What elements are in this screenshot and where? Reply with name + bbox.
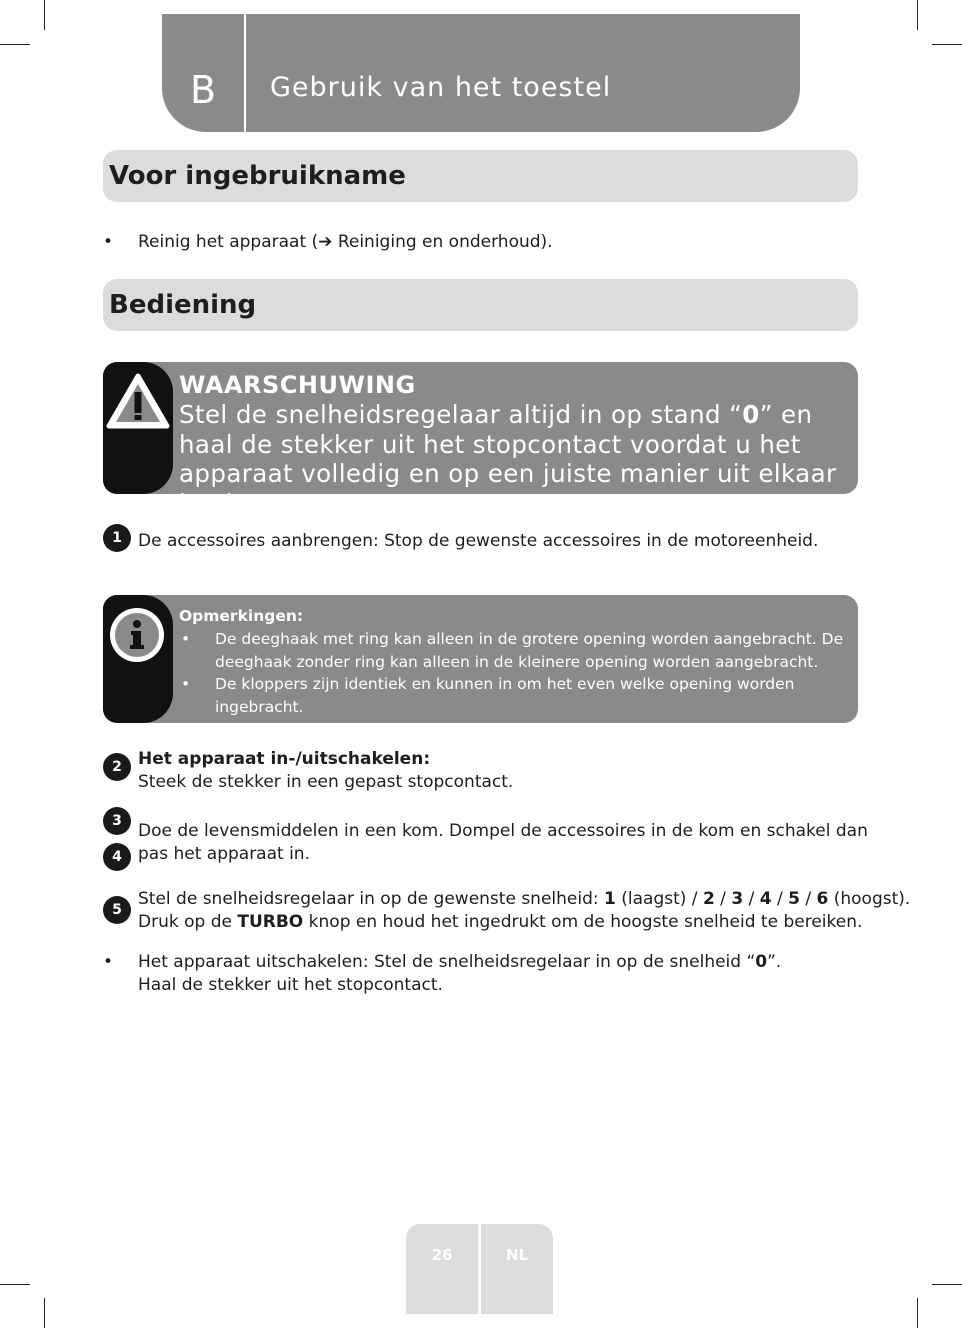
crop-mark	[917, 1298, 918, 1328]
chapter-title: Gebruik van het toestel	[270, 72, 612, 103]
chapter-header	[162, 14, 800, 132]
step-2-text: Steek de stekker in een gepast stopcontact.	[138, 772, 514, 792]
note-item	[179, 673, 851, 719]
section-voor-ingebruikname: Voor ingebruikname	[103, 150, 858, 202]
step-5-line-2: Druk op de TURBO knop en houd het ingedrukt om de hoogste snelheid te bereiken.	[138, 912, 863, 932]
crop-mark	[44, 0, 45, 30]
step-3-4-line-2: pas het apparaat in.	[138, 844, 310, 864]
header-divider	[244, 14, 246, 132]
final-bullet-text: Het apparaat uitschakelen: Stel de snelheidsregelaar in op de snelheid “0”. Haal de stekker uit het stopcontact.	[138, 952, 782, 995]
turbo-label: TURBO	[237, 912, 304, 932]
final-bullet	[103, 951, 863, 1001]
crop-mark	[0, 1284, 30, 1285]
note-item-text: De deeghaak met ring kan alleen in de grotere opening worden aangebracht. De deeghaak zonder ring kan alleen in de kleinere opening worden aangebracht.	[215, 629, 844, 671]
step-1-text: De accessoires aanbrengen: Stop de gewenste accessoires in de motoreenheid.	[138, 531, 819, 551]
warning-box	[103, 362, 858, 518]
warning-icon-column	[103, 362, 173, 494]
notes-box	[103, 595, 858, 723]
warning-triangle-icon	[103, 362, 173, 494]
step-number-1: 1	[103, 524, 131, 552]
crop-mark	[932, 1284, 962, 1285]
step-number-2: 2	[103, 753, 131, 781]
intro-bullet-text: Reinig het apparaat (➔ Reiniging en onderhoud).	[138, 232, 553, 252]
bullet-dot: •	[103, 952, 114, 972]
crop-mark	[917, 0, 918, 30]
step-3-4-line-1: Doe de levensmiddelen in een kom. Dompel de accessoires in de kom en schakel dan	[138, 821, 868, 841]
notes-title: Opmerkingen:	[179, 607, 304, 625]
step-number-5: 5	[103, 896, 131, 924]
language-code: NL	[481, 1224, 553, 1314]
note-item	[179, 628, 851, 674]
warning-text: Stel de snelheidsregelaar altijd in op stand “0” en haal de stekker uit het stopcontact voordat u het apparaat volledig en op een juiste manier uit elkaar haalt!	[179, 400, 837, 518]
step-5-line-1: Stel de snelheidsregelaar in op de gewenste snelheid: 1 (laagst) / 2 / 3 / 4 / 5 / 6 (hoogst).	[138, 889, 911, 909]
warning-title: WAARSCHUWING	[179, 371, 416, 399]
step-number-3: 3	[103, 807, 131, 835]
notes-content	[179, 605, 851, 719]
bullet-dot: •	[181, 675, 191, 694]
info-icon-column	[103, 595, 173, 723]
crop-mark	[932, 44, 962, 45]
crop-mark	[44, 1298, 45, 1328]
bullet-dot: •	[103, 232, 114, 252]
crop-mark	[0, 44, 30, 45]
step-5-block	[138, 888, 911, 934]
step-2-block	[138, 748, 863, 794]
info-icon	[103, 595, 173, 723]
arrow-icon: ➔	[318, 232, 333, 252]
step-2-title: Het apparaat in-/uitschakelen:	[138, 749, 431, 769]
warning-content	[179, 370, 851, 518]
step-3-4-block	[138, 820, 868, 866]
page-number: 26	[406, 1224, 478, 1314]
step-number-4: 4	[103, 843, 131, 871]
section-bediening: Bediening	[103, 279, 858, 331]
chapter-letter: B	[189, 68, 217, 112]
note-item-text: De kloppers zijn identiek en kunnen in om het even welke opening worden ingebracht.	[215, 675, 795, 717]
bullet-dot: •	[181, 629, 191, 648]
